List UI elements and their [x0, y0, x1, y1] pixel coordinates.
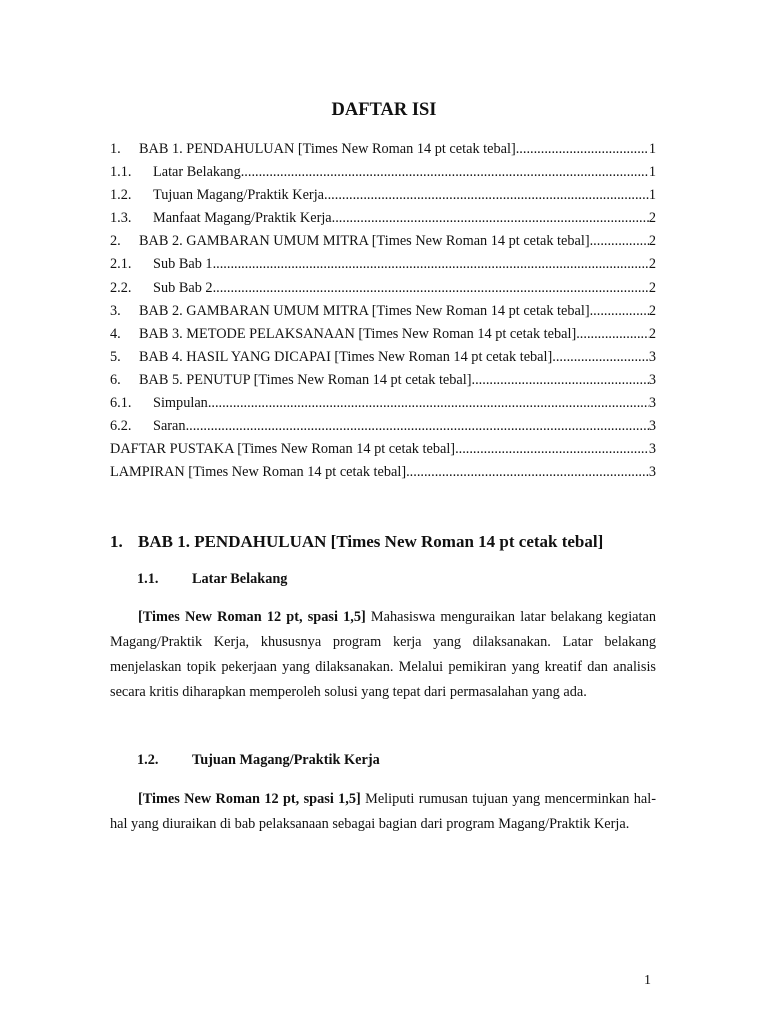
section-heading-tujuan [137, 752, 380, 769]
toc-dot-leader [406, 461, 649, 484]
toc-entry-title: BAB 5. PENUTUP [Times New Roman 14 pt cetak tebal] [139, 371, 472, 388]
toc-entry [110, 207, 656, 230]
chapter-number: 1. [110, 532, 123, 551]
chapter-heading [110, 532, 670, 552]
toc-entry-title: Tujuan Magang/Praktik Kerja [153, 187, 325, 204]
toc-entry [110, 230, 656, 253]
toc-entry-number: 1. [110, 141, 121, 157]
toc-entry [110, 277, 656, 300]
toc-dot-leader [332, 207, 649, 230]
section-paragraph-tujuan [110, 787, 656, 837]
toc-entry-title: Manfaat Magang/Praktik Kerja [153, 210, 332, 227]
toc-entry-number: 1.2. [110, 187, 132, 204]
toc-entry [110, 392, 656, 415]
toc-entry-title: Simpulan [153, 395, 208, 412]
toc-entry-title: BAB 1. PENDAHULUAN [Times New Roman 14 pt cetak tebal] [139, 141, 516, 157]
toc-entry-title: BAB 2. GAMBARAN UMUM MITRA [Times New Roman 14 pt cetak tebal] [139, 233, 590, 250]
toc-dot-leader [455, 438, 649, 461]
toc-entry [110, 323, 656, 346]
toc-dot-leader [472, 369, 649, 392]
toc-entry-page: 1 [648, 187, 656, 204]
toc-dot-leader [208, 392, 649, 415]
paragraph-format-note: [Times New Roman 12 pt, spasi 1,5] [138, 791, 361, 807]
section-heading-latar-belakang [137, 571, 287, 588]
toc-entry-page: 2 [648, 256, 656, 273]
paragraph-format-note: [Times New Roman 12 pt, spasi 1,5] [138, 609, 366, 625]
toc-title: DAFTAR ISI [331, 100, 437, 120]
toc-entry [110, 415, 656, 438]
toc-entry-number: 2.1. [110, 256, 132, 273]
toc-entry [110, 184, 656, 207]
toc-entry-number: 5. [110, 348, 121, 365]
toc-dot-leader [213, 253, 649, 276]
toc-entry-title: Sub Bab 2 [153, 279, 213, 296]
toc-entry-number: 1.1. [110, 164, 132, 181]
toc-entry-title: LAMPIRAN [Times New Roman 14 pt cetak tebal] [110, 464, 407, 481]
toc-entry-page: 2 [648, 325, 656, 342]
toc-entry-page: 3 [648, 441, 656, 458]
toc-entry-page: 2 [648, 233, 656, 250]
toc-entry-number: 3. [110, 302, 121, 319]
toc-entry-title: Saran [153, 418, 186, 435]
toc-entry-title: BAB 4. HASIL YANG DICAPAI [Times New Roman 14 pt cetak tebal] [139, 348, 553, 365]
toc-entry [110, 161, 656, 184]
toc-entry-page: 1 [648, 164, 656, 181]
toc-dot-leader [576, 323, 649, 346]
toc-dot-leader [213, 277, 649, 300]
table-of-contents [110, 138, 656, 484]
toc-entry-page: 2 [648, 210, 656, 227]
toc-entry-number: 6.1. [110, 395, 132, 412]
toc-dot-leader [186, 415, 649, 438]
toc-entry-number: 2. [110, 233, 121, 250]
toc-entry-title: Sub Bab 1 [153, 256, 213, 273]
page-number: 1 [644, 973, 651, 988]
toc-entry [110, 253, 656, 276]
paragraph-text: Meliputi rumusan tujuan yang mencerminkan hal-hal yang diuraikan di bab pelaksanaan sebagai bagian dari program Magang/Praktik Kerja. [110, 791, 656, 832]
toc-dot-leader [590, 300, 649, 323]
toc-entry-number: 4. [110, 325, 121, 342]
toc-entry-title: BAB 2. GAMBARAN UMUM MITRA [Times New Roman 14 pt cetak tebal] [139, 302, 590, 319]
section-paragraph-latar-belakang [110, 605, 656, 705]
toc-dot-leader [324, 184, 649, 207]
toc-entry [110, 369, 656, 392]
toc-entry-title: DAFTAR PUSTAKA [Times New Roman 14 pt cetak tebal] [110, 441, 456, 458]
chapter-title: BAB 1. PENDAHULUAN [Times New Roman 14 pt cetak tebal] [138, 532, 604, 551]
section-number: 1.2. [137, 752, 159, 768]
toc-entry-number: 6. [110, 371, 121, 388]
toc-entry [110, 346, 656, 369]
toc-entry [110, 300, 656, 323]
toc-entry-page: 1 [648, 141, 656, 157]
toc-entry [110, 138, 656, 161]
toc-entry-number: 6.2. [110, 418, 132, 435]
toc-dot-leader [590, 230, 649, 253]
toc-entry-title: Latar Belakang [153, 164, 241, 181]
paragraph-text: Mahasiswa menguraikan latar belakang kegiatan Magang/Praktik Kerja, khususnya program kerja yang dilaksanakan. Latar belakang menjelaskan topik pekerjaan yang dilaksanakan. Melalui pemikiran yang kreatif dan analisis secara kritis diharapkan memperoleh solusi yang tepat dari permasalahan yang ada. [110, 609, 656, 700]
section-number: 1.1. [137, 571, 159, 587]
toc-entry [110, 438, 656, 461]
toc-entry-number: 1.3. [110, 210, 132, 227]
toc-entry-number: 2.2. [110, 279, 132, 296]
toc-dot-leader [552, 346, 649, 369]
toc-entry-page: 3 [648, 371, 656, 388]
toc-entry-page: 3 [648, 348, 656, 365]
toc-dot-leader [516, 138, 649, 161]
toc-entry-page: 3 [648, 395, 656, 412]
toc-entry-title: BAB 3. METODE PELAKSANAAN [Times New Roman 14 pt cetak tebal] [139, 325, 577, 342]
section-title: Latar Belakang [192, 571, 288, 587]
section-title: Tujuan Magang/Praktik Kerja [192, 752, 380, 768]
toc-entry-page: 3 [648, 464, 656, 481]
toc-entry-page: 2 [648, 302, 656, 319]
toc-entry [110, 461, 656, 484]
toc-dot-leader [241, 161, 649, 184]
toc-entry-page: 2 [648, 279, 656, 296]
toc-entry-page: 3 [648, 418, 656, 435]
